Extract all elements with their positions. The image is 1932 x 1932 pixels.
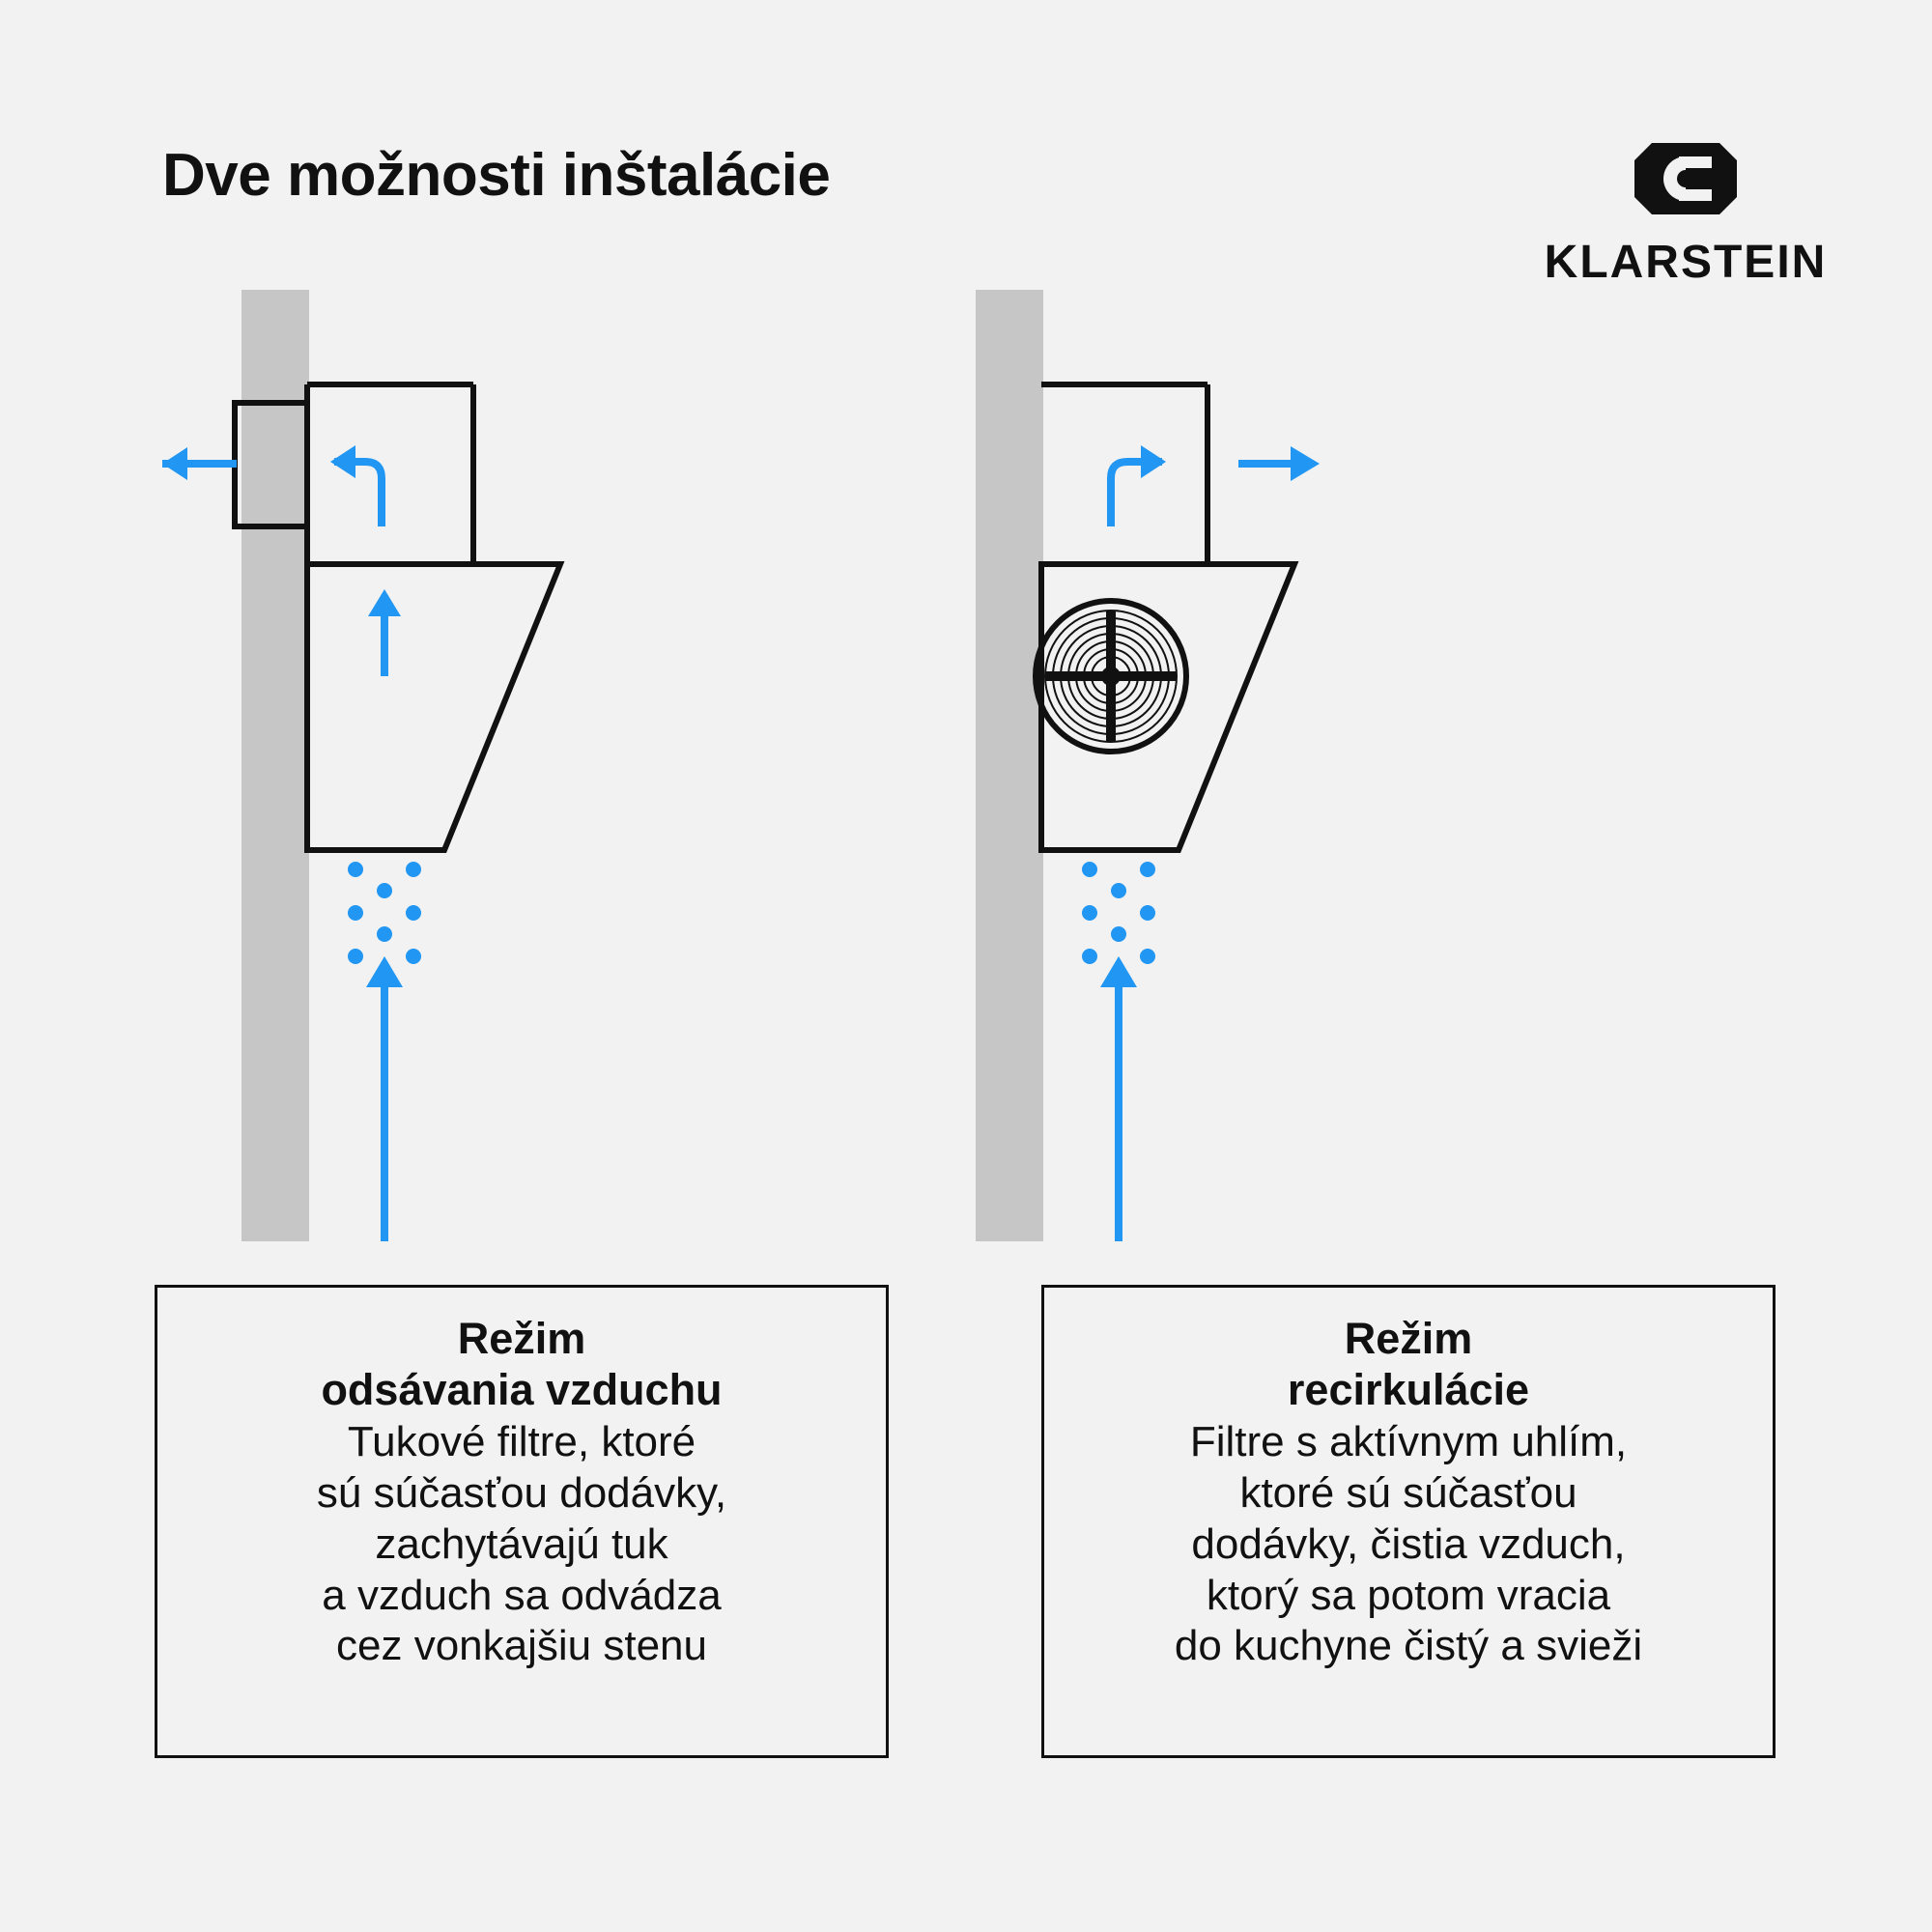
range-hood-body — [307, 384, 473, 564]
caption-extraction-body-line-3: zachytávajú tuk — [375, 1520, 668, 1568]
klarstein-logo-icon — [1613, 135, 1758, 222]
caption-extraction-body-line-4: a vzduch sa odvádza — [322, 1571, 722, 1619]
caption-recirculation-title-line-1: Režim — [1344, 1314, 1473, 1363]
carbon-filter-fan — [1036, 601, 1186, 752]
airflow-arrow-intake-from-below — [366, 956, 403, 1241]
recirculation-mode-diagram — [976, 290, 1575, 1256]
wall-slab — [242, 290, 309, 1241]
range-hood-canopy — [307, 564, 560, 850]
caption-extraction-body-line-2: sú súčasťou dodávky, — [316, 1468, 727, 1517]
range-hood-body — [1041, 384, 1208, 564]
caption-recirculation-body-line-1: Filtre s aktívnym uhlím, — [1189, 1418, 1628, 1466]
airflow-arrow-up-inside-hood — [368, 589, 401, 676]
airflow-arrow-out-through-wall — [162, 447, 237, 480]
airflow-arrow-turn-left — [330, 445, 382, 526]
caption-extraction-body-line-5: cez vonkajšiu stenu — [336, 1622, 707, 1670]
airflow-arrow-turn-right — [1111, 445, 1166, 526]
caption-recirculation-body-line-4: ktorý sa potom vracia — [1206, 1571, 1611, 1619]
caption-recirculation-body-line-3: dodávky, čistia vzduch, — [1191, 1520, 1626, 1568]
brand-name: KLARSTEIN — [1544, 237, 1828, 288]
caption-extraction — [155, 1285, 889, 1758]
wall-slab — [976, 290, 1043, 1241]
caption-extraction-body — [175, 1417, 868, 1672]
caption-extraction-title — [175, 1313, 868, 1415]
page-title: Dve možnosti inštalácie — [162, 142, 831, 209]
caption-recirculation-body-line-2: ktoré sú súčasťou — [1239, 1468, 1577, 1517]
caption-extraction-title-line-1: Režim — [457, 1314, 586, 1363]
airflow-arrow-intake-from-below — [1100, 956, 1137, 1241]
airflow-arrow-out-to-room — [1238, 446, 1320, 481]
caption-recirculation-title — [1062, 1313, 1755, 1415]
caption-extraction-body-line-1: Tukové filtre, ktoré — [347, 1418, 696, 1466]
brand-block — [1507, 135, 1864, 289]
caption-recirculation-title-line-2: recirkulácie — [1287, 1365, 1530, 1415]
caption-recirculation — [1041, 1285, 1776, 1758]
caption-extraction-title-line-2: odsávania vzduchu — [321, 1365, 723, 1415]
caption-recirculation-body — [1062, 1417, 1755, 1672]
extraction-mode-diagram — [145, 290, 744, 1256]
caption-recirculation-body-line-5: do kuchyne čistý a svieži — [1174, 1622, 1643, 1670]
